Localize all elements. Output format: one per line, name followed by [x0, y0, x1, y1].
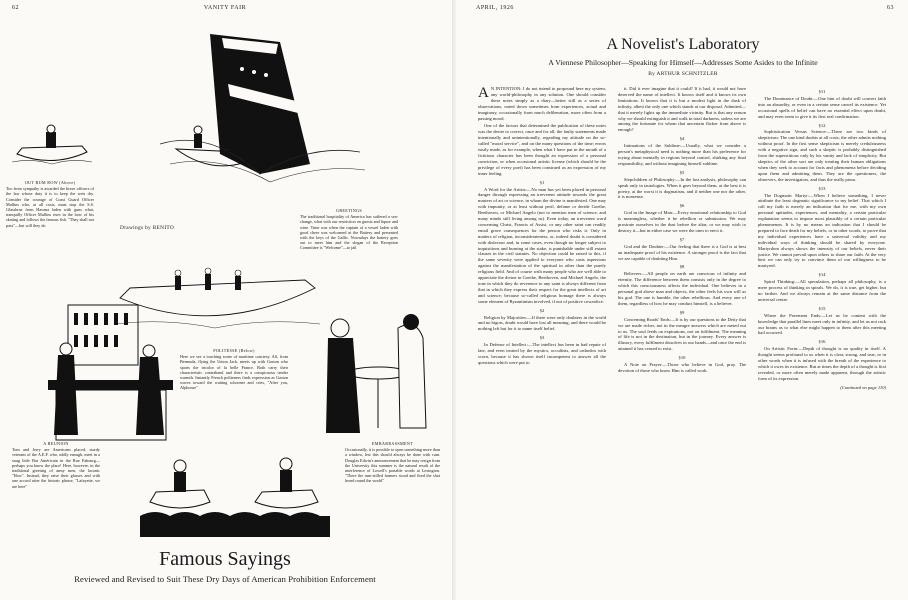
ocean-liner-illustration [150, 24, 370, 194]
drop-cap: A [478, 86, 489, 101]
caption-greetings [300, 208, 398, 251]
article-paragraph [758, 346, 886, 381]
article-paragraph [618, 271, 746, 306]
article-paragraph [478, 86, 606, 121]
section-number: §4 [679, 136, 685, 142]
article-subtitle: A Viennese Philosopher—Speaking for Himself—Addresses Some Asides to the Infinite [548, 58, 818, 67]
caption-title: OUT RUM ROW (Above) [24, 180, 76, 185]
illustration-credit: Drawings by BENITO [120, 225, 175, 231]
paragraph-text: God in the Image of Man:—Every emotional relationship to God is meaningless, whether it be rebellion or submission. We may prostrate ourselves in the dust before the altar, or we may wish to destroy it—but in either case we were the ones to erect it. [618, 210, 746, 233]
article-paragraph [618, 244, 746, 262]
article-paragraph [618, 143, 746, 167]
caption-title: EMBARRASSMENT [371, 441, 414, 446]
article-column-1 [478, 86, 606, 596]
article-paragraph [618, 86, 746, 133]
paragraph-text: Religion by Majorities:—If there were only doubters in the world and no bigots, doubt would have lost all meaning, and there would be nothing left but for it to name itself belief. [478, 314, 606, 332]
paragraph-text: On Artistic Form:—Depth of thought is no quality in itself. A thought seems profound to us when it is clear, strong, and true, or in other words when it is infused with the breath of the experience to which it owes its existence. But at times the depth of a thought is first revealed, or more often merely made apparent, through the artistic form of its expression. [758, 346, 886, 381]
page-subtitle: Reviewed and Revised to Suit These Dry Days of American Prohibition Enforcement [74, 574, 376, 584]
article-paragraph [758, 313, 886, 337]
article-paragraph [618, 210, 746, 234]
dinner-embarrassment-illustration [298, 298, 438, 438]
article-paragraph [478, 315, 606, 333]
section-number: §8 [679, 264, 685, 270]
article-column-2 [618, 86, 746, 596]
caption-title: POLITESSE (Below) [213, 348, 255, 353]
article-paragraph [758, 96, 886, 120]
section-number: §12 [818, 122, 826, 128]
section-number: §2 [539, 307, 545, 313]
right-folio-number: 63 [887, 5, 894, 11]
article-byline: By ARTHUR SCHNITZLER [648, 71, 718, 77]
caption-out-rum-row [6, 180, 94, 228]
left-page [0, 0, 450, 600]
section-number: §6 [679, 203, 685, 209]
section-number: §14 [818, 272, 826, 278]
caption-body: Tom and Jerry are Americans placed, sturdy veterans of the A.E.F. who, oddly enough, meet in a snug little Bar Américain in the Rue Fabourg—perhaps you know the place! Here, however, in the traditional greeting of army men, the laconic "How". Instead, they raise their glasses and with one accord utter the historic phrase, "Lafayette, we are here" [12, 447, 100, 489]
caption-body: Too from sympathy is awarded the brave officers of the law whose duty it is to keep the wets dry. Consider the courage of Coast Guard Officer Mullins who, at all costs, must stop the S.S. Glassbrae from Havana laden with guns what, tranquilly Officer Mullins rises in the bow of his skating and follows the famous fish. "They shall not pass"—but will they do [6, 186, 94, 228]
section-number: §10 [678, 355, 686, 361]
bar-reunion-illustration [48, 295, 173, 445]
article-column-3 [758, 86, 886, 596]
continued-note: (Continued on page 110) [840, 384, 886, 390]
paragraph-text: The Dogmatic Martyr:—When I believe something, I never attribute the least dogmatic significance to my belief. That which I call my faith is merely an indication that for me, with my own personal aptitudes, experiences, and mentality, a certain particular explanation seems to impose most plausibly of a certain particular phenomenon. It is by no means an indication that I should be prepared to face death for my beliefs, or in other words, to prove that my individual experiences have a universal validity and my individual ways of thinking should be shared by everyone. Martyrdom always shows the intensity of our beliefs, never their justice. We cannot prevail upon others to share our faith. At the very best we can only try to convince them of our willingness to be martyred. [758, 192, 886, 269]
paragraph-text: Sophistication Versus Science:—There are two kinds of skepticism: The one kind doubts at all costs; the other admits nothing without proof. In the first sense skepticism is merely credulousness with a negative sign, and such a skeptic is probably distinguished from the superstitious only by his vanity and lack of simplicity. But skeptics of the other sort are only treating their human obligations when they seek to account for facts and phenomena before deciding upon them and admitting them. They are the questioners, the observers, the investigators, and thus the really pious. [758, 129, 886, 182]
paragraph-text: In Defense of Intellect:—The intellect has been in bad repute of late, and even treated by the mystics, occultists, and orthodox with scorn, because it has shown itself incompetent to answer all the questions which were put to [478, 342, 606, 365]
article-paragraph [618, 362, 746, 374]
article-paragraph [618, 317, 746, 352]
caption-reunion [12, 441, 100, 489]
caption-title: GREETINGS [336, 208, 362, 213]
paragraph-text: Believers:—All people on earth are conscious of infinity and eternity. The difference between them consists only in the degree to which this consciousness affects the individual. One believes in a personal god above man and objects, the other feels his own will as his god. The one is humble, the other rebellious. And every one of them, regardless of how he may conduct himself, is a believer. [618, 271, 746, 306]
paragraph-text: N INTENTION: I do not intend to propound here my system, any world-philosophy in any solution. One should consider these notes simply as a diary—better still as a series of observations, noted down sometimes from experiences, actual and imaginary, occasionally from much deliberation, more often from a passing mood. [478, 86, 606, 121]
article-paragraph [758, 279, 886, 303]
paragraph-text: The Dominance of Doubt:—One hint of doubt will convert faith into an absurdity, or even in a certain sense cancel its existence. Yet occasional spells of belief can have no essential effect upon doubt, and may even seem to give it its first real confirmation. [758, 95, 886, 119]
article-title: A Novelist's Laboratory [606, 36, 760, 53]
article-paragraph [478, 123, 606, 176]
page-gutter [452, 0, 456, 600]
caption-body: Here we see a touching scene of maritime courtesy. Alf, from Bermuda, flying the Union Jack, meets up with Gaston who sports the tricolor of la belle France. Both carry their characteristic contraband and there is a conspicuous tender warmth. Instantly French politeness finds expression as Gaston waves toward the waiting schooner and cries, "After you, Alphonse" [180, 354, 288, 391]
article-paragraph [478, 187, 606, 305]
article-paragraph [758, 193, 886, 270]
paragraph-text: Spiral Thinking:—All speculation, perhaps all philosophy, is a mere process of thinking in spirals. We do, it is true, get higher, but no farther. And we always remain at the same distance from the universal centre. [758, 279, 886, 302]
paragraph-text: Intimations of the Sublime:—Usually, what we consider a person's metaphysical need is nothing more than his preference for toying about mentally in regions beyond control, shirking any final responsibility, and without imagining himself sublime. [618, 143, 746, 166]
caption-body: Occasionally, it is possible to open something more than a window, lest this should always be done with rum. Douglas Edwin's announcement that he may resign from the University this summer is the natural result of the interference of Lowell's portable words at Lexington. "There the rum-stilled farmers stood and fired the shot heard round the world" [345, 447, 440, 484]
coast-guard-officer-illustration [12, 124, 92, 168]
caption-politesse [180, 348, 288, 391]
politesse-boats-illustration [140, 452, 330, 537]
section-number: §9 [679, 309, 685, 315]
caption-title: A REUNION [43, 441, 69, 446]
section-number: §11 [818, 89, 826, 94]
left-folio-magazine: VANITY FAIR [203, 5, 247, 11]
paragraph-text: Where the Pavement Ends:—Let us be content with the knowledge that parallel lines meet only in infinity, and let us not rack our brains as to what else might happen to them after this meeting had occurred. [758, 312, 886, 336]
left-folio-number: 62 [12, 5, 19, 11]
section-number: §15 [818, 305, 826, 311]
section-number: §16 [818, 339, 826, 345]
right-page [458, 0, 908, 600]
caption-embarrassment [345, 441, 440, 484]
section-number: §3 [539, 335, 545, 341]
section-number: §5 [679, 169, 685, 175]
section-number: §13 [818, 185, 826, 191]
right-folio-date: APRIL, 1926 [476, 5, 514, 11]
article-paragraph [758, 129, 886, 182]
page-title: Famous Sayings [159, 548, 291, 570]
paragraph-text: God and the Doubter:—Our feeling that there is a God is at best an inadequate proof of his existence. A stronger proof is the fact that we are capable of doubting Him. [618, 243, 746, 261]
paragraph-text: One of the factors that determined the publication of these notes was the desire to correct, once and for all, the faulty statements made intentionally and unintentionally, regarding my attitude on the so-called "moral service", and on the many questions of the time; errors easily made, as for example, when what I have put in the mouth of a fictitious character has been thought an expression of a personal conviction, or when occasional artistic license (which should be the privilege of every poet) has been construed as an expression of my inner feeling. [478, 123, 606, 176]
paragraph-text: Stepchildren of Philosophy:—In the last analysis, philosophy can speak only in tautologies. When it goes beyond them, at the best it is poetry, at the worst it is dogmatism, and if neither one nor the other, it is nonsense. [618, 176, 746, 200]
article-paragraph [618, 177, 746, 201]
caption-body: The traditional hospitality of America has suffered a sea-change, what with our restriction on guests and liquor and wine. Time was when the captain of a vessel laden with good cheer was welcomed at the Battery and presented with the keys of the Gallic. Nowadays the battery goes out to meet him and the slogan of the Reception Committee is "Welcome"—to jail [300, 214, 398, 251]
section-number: §7 [679, 236, 685, 242]
paragraph-text: A Word for the Artists:—No man has yet been placed in personal danger through expressing an irreverent attitude towards the great masters of art or science, in whom the divine is manifested. One may with impunity, or at least without peril, defame or deride Goethe, Beethoven, or Michael Angelo (not to mention men of science, and many minds still living among us). Even today, an irreverent word concerning Christ, Francis of Assisi, or any other saint can readily entail grave consequences for the person who risks it. Only in matters of religion, inconsiderateness, or, indeed doubt is considered with disfavour and, in some cases, even though no longer subject to inquisitions and burning at the stake, is punishable under still extant clauses in the civil statutes. No objection could be raised to this, if the same severity were applied to everyone who casts aspersions against the manifestation of the spiritual in other than the purely religious field. And of course with many people who are well able to appreciate the divine in Goethe, Beethoven, and Michael Angelo, the tone in which they do reverence to any saint is always different from that in which they express their respect for the great intellects of art and science; because so-called religious homage there is always some element of Byzantinism involved, if not of positive cowardice. [478, 186, 606, 304]
section-number: §1 [539, 179, 545, 185]
paragraph-text: Concerning Roads' Ends:—It is by our questions to the Deity that we are made richer, not in the meagre answers which are meted out to us. The soul feeds on expirations, not on fulfilment. The meaning of life is not in the destination, but in the journey. Every answer is illusory, every fulfilment dissolves in our hands—and once the end is attained it has ceased to exist. [618, 316, 746, 352]
article-paragraph [478, 342, 606, 366]
paragraph-text: A Note on Prayer:—Those who believe in God, pray. The devotion of those who know Him is called work. [618, 362, 746, 373]
paragraph-text: it. Did it ever imagine that it could? If it had, it would not have deserved the name of intellect. It knows itself and it knows its own limitations. It knows that it is but a modest light in the dusk of infinity, albeit the only one which stands at our disposal. Admitted—that it merely lights up the immediate vicinity. But is that any reason why we should extinguish it and walk in total darkness, unless we are among the fortunate for whom that uncertain flicker from above is enough? [618, 86, 746, 133]
